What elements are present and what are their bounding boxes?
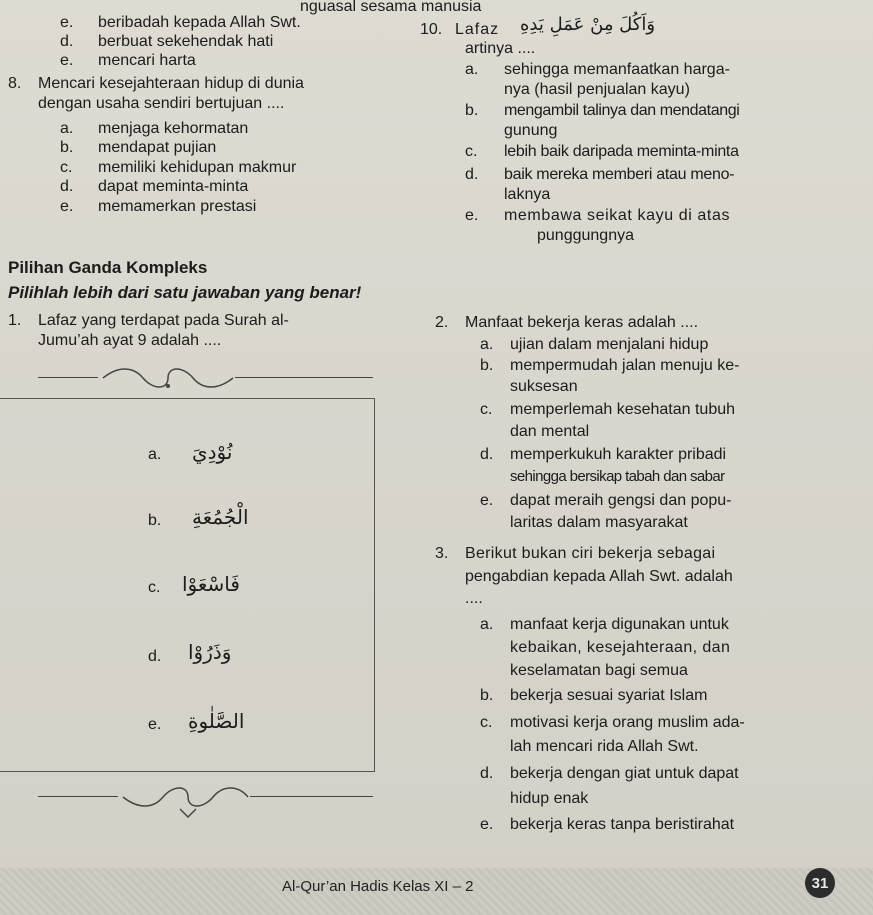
- prev-option-text: beribadah kepada Allah Swt.: [98, 14, 301, 31]
- option-text: gunung: [504, 122, 558, 139]
- question-text: Lafaz: [455, 21, 500, 38]
- ornament-line: [250, 796, 373, 797]
- option-text: nya (hasil penjualan kayu): [504, 81, 690, 98]
- option-label: d.: [480, 446, 494, 463]
- option-text: sehingga memanfaatkan harga-: [504, 61, 730, 78]
- question-number: 2.: [435, 314, 449, 331]
- option-label: c.: [60, 159, 73, 176]
- option-text: punggungnya: [537, 227, 634, 244]
- question-text: Berikut bukan ciri bekerja sebagai: [465, 545, 716, 562]
- option-arabic: وَذَرُوْا: [188, 640, 232, 664]
- question-number: 8.: [8, 75, 22, 92]
- option-text: mengambil talinya dan mendatangi: [504, 102, 740, 119]
- option-text: bekerja keras tanpa beristirahat: [510, 816, 735, 833]
- option-label: c.: [480, 401, 493, 418]
- option-text: motivasi kerja orang muslim ada-: [510, 714, 745, 731]
- option-label: e.: [465, 207, 479, 224]
- question-arabic: وَاَكُلَ مِنْ عَمَلِ يَدِهِ: [520, 14, 656, 35]
- option-label: a.: [480, 336, 494, 353]
- option-label: b.: [480, 357, 494, 374]
- option-text: laritas dalam masyarakat: [510, 514, 688, 531]
- option-text: membawa seikat kayu di atas: [504, 207, 731, 224]
- option-text: kebaikan, kesejahteraan, dan: [510, 639, 731, 656]
- option-label: d.: [60, 178, 74, 195]
- question-text: pengabdian kepada Allah Swt. adalah: [465, 568, 733, 585]
- cut-line-text: nguasal sesama manusia: [300, 0, 482, 15]
- option-text: memperkukuh karakter pribadi: [510, 446, 727, 463]
- option-text: dapat meminta-minta: [98, 178, 249, 195]
- option-arabic: فَاسْعَوْا: [182, 572, 240, 596]
- option-label: b.: [480, 687, 494, 704]
- option-text: sehingga bersikap tabah dan sabar: [510, 468, 725, 485]
- option-text: manfaat kerja digunakan untuk: [510, 616, 729, 633]
- prev-option-text: mencari harta: [98, 52, 196, 69]
- book-title: Al-Qur’an Hadis Kelas XI – 2: [282, 878, 474, 895]
- question-text: Jumu’ah ayat 9 adalah ....: [38, 332, 222, 349]
- question-text: ....: [465, 590, 483, 607]
- section-title: Pilihan Ganda Kompleks: [8, 258, 208, 277]
- option-text: memiliki kehidupan makmur: [98, 159, 297, 176]
- option-text: mendapat pujian: [98, 139, 217, 156]
- option-text: hidup enak: [510, 790, 589, 807]
- option-label: e.: [480, 816, 494, 833]
- question-number: 3.: [435, 545, 449, 562]
- ornament-line: [38, 796, 118, 797]
- option-text: lah mencari rida Allah Swt.: [510, 738, 699, 755]
- option-text: baik mereka memberi atau meno-: [504, 166, 735, 183]
- option-label: b.: [148, 512, 162, 529]
- ornament-line: [38, 377, 98, 378]
- prev-option-text: berbuat sekehendak hati: [98, 33, 274, 50]
- option-text: dapat meraih gengsi dan popu-: [510, 492, 732, 509]
- option-text: ujian dalam menjalani hidup: [510, 336, 709, 353]
- option-text: bekerja sesuai syariat Islam: [510, 687, 708, 704]
- option-text: bekerja dengan giat untuk dapat: [510, 765, 739, 782]
- question-text: Manfaat bekerja keras adalah ....: [465, 314, 699, 331]
- option-label: c.: [480, 714, 493, 731]
- option-text: keselamatan bagi semua: [510, 662, 688, 679]
- section-instruction: Pilihlah lebih dari satu jawaban yang benar!: [8, 283, 362, 302]
- ornament-flourish-icon: [118, 785, 252, 819]
- prev-option-label: e.: [60, 14, 74, 31]
- question-text: artinya ....: [465, 40, 536, 57]
- option-label: c.: [465, 143, 478, 160]
- option-label: a.: [148, 446, 162, 463]
- prev-option-label: d.: [60, 33, 74, 50]
- question-text: dengan usaha sendiri bertujuan ....: [38, 95, 285, 112]
- option-text: menjaga kehormatan: [98, 120, 249, 137]
- option-label: d.: [465, 166, 479, 183]
- option-text: memamerkan prestasi: [98, 198, 257, 215]
- option-text: dan mental: [510, 423, 590, 440]
- option-label: a.: [480, 616, 494, 633]
- option-text: mempermudah jalan menuju ke-: [510, 357, 740, 374]
- question-text: Lafaz yang terdapat pada Surah al-: [38, 312, 289, 329]
- ornament-flourish-icon: [98, 364, 238, 392]
- option-label: e.: [148, 716, 162, 733]
- prev-option-label: e.: [60, 52, 74, 69]
- option-text: memperlemah kesehatan tubuh: [510, 401, 736, 418]
- option-label: b.: [60, 139, 74, 156]
- ornament-line: [235, 377, 373, 378]
- question-number: 10.: [420, 21, 443, 38]
- option-arabic: الصَّلٰوةِ: [188, 709, 245, 733]
- question-number: 1.: [8, 312, 22, 329]
- option-text: laknya: [504, 186, 551, 203]
- option-label: d.: [480, 765, 494, 782]
- option-label: a.: [465, 61, 479, 78]
- option-label: e.: [60, 198, 74, 215]
- question-text: Mencari kesejahteraan hidup di dunia: [38, 75, 304, 92]
- option-arabic: الْجُمُعَةِ: [192, 505, 249, 529]
- option-arabic: نُوْدِيَ: [192, 440, 233, 464]
- page-number: 31: [805, 868, 835, 898]
- option-text: suksesan: [510, 378, 578, 395]
- option-label: c.: [148, 579, 161, 596]
- option-text: lebih baik daripada meminta-minta: [504, 143, 739, 160]
- option-label: d.: [148, 648, 162, 665]
- option-label: e.: [480, 492, 494, 509]
- option-label: b.: [465, 102, 479, 119]
- option-label: a.: [60, 120, 74, 137]
